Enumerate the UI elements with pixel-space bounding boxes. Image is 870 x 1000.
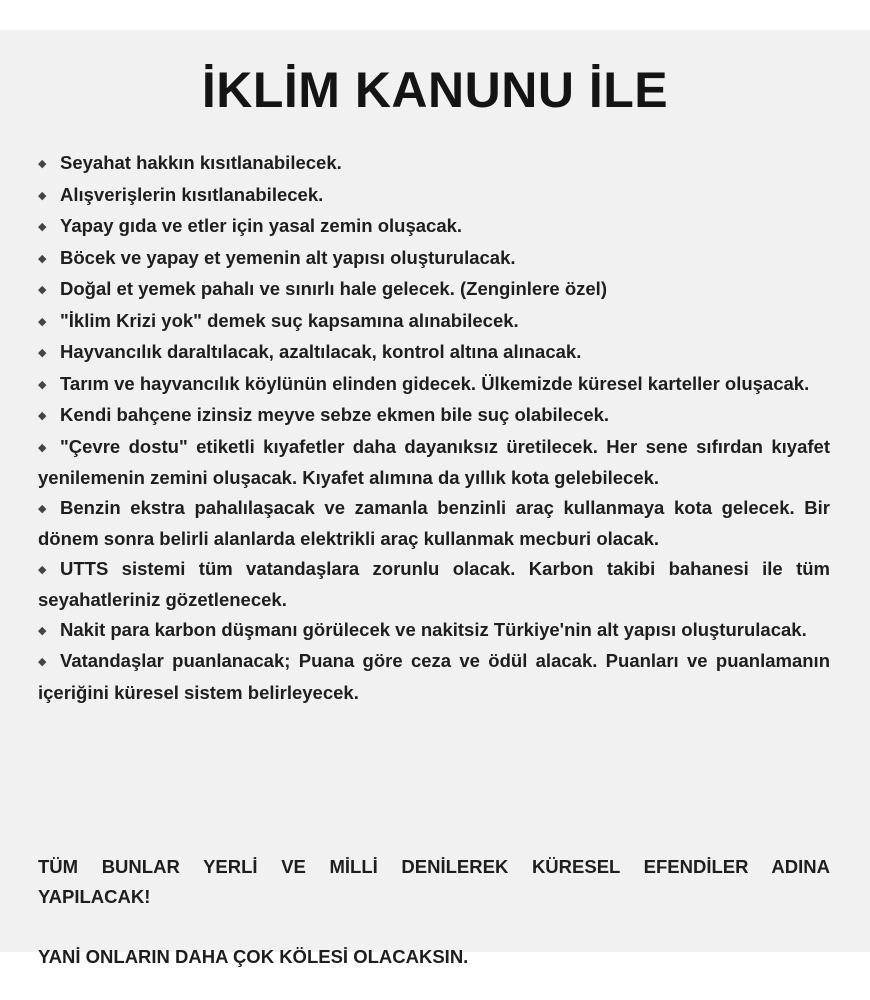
list-item [38, 646, 830, 707]
list-item [38, 369, 830, 401]
bullet-icon: ◆ [38, 378, 47, 391]
list-item [38, 274, 830, 306]
bullet-icon: ◆ [38, 284, 47, 296]
bullet-icon: ◆ [38, 221, 47, 233]
list-item-text: Seyahat hakkın kısıtlanabilecek. [60, 152, 342, 173]
bullet-icon: ◆ [38, 656, 47, 668]
list-item [38, 306, 830, 338]
bullet-icon: ◆ [38, 315, 47, 328]
list-item-text: Kendi bahçene izinsiz meyve sebze ekmen bile suç olabilecek. [60, 404, 610, 425]
list-item-text: Doğal et yemek pahalı ve sınırlı hale gelecek. (Zenginlere özel) [60, 278, 607, 299]
list-item [38, 554, 830, 615]
list-item-text: "Çevre dostu" etiketli kıyafetler daha dayanıksız üretilecek. Her sene sıfırdan kıyafet yenilemenin zemini oluşacak. Kıyafet alımına da yıllık kota gelebilecek. [38, 435, 830, 488]
bullet-icon: ◆ [38, 252, 47, 265]
bullet-icon: ◆ [38, 347, 47, 359]
page-title: İKLİM KANUNU İLE [201, 62, 669, 118]
bullet-icon: ◆ [38, 624, 47, 637]
list-item [38, 243, 830, 275]
list-item [38, 493, 830, 554]
list-item-text: Yapay gıda ve etler için yasal zemin oluşacak. [60, 215, 463, 236]
list-item-text: "İklim Krizi yok" demek suç kapsamına alınabilecek. [60, 309, 519, 331]
final-statement: YANİ ONLARIN DAHA ÇOK KÖLESİ OLACAKSIN. [38, 946, 469, 967]
bullet-icon: ◆ [38, 502, 47, 515]
list-item [38, 432, 830, 493]
document-page [0, 30, 870, 967]
bullet-icon: ◆ [38, 410, 47, 422]
list-item-text: Böcek ve yapay et yemenin alt yapısı oluşturulacak. [60, 246, 516, 268]
list-item-text: Nakit para karbon düşmanı görülecek ve nakitsiz Türkiye'nin alt yapısı oluşturulacak. [60, 618, 807, 640]
bullet-icon: ◆ [38, 441, 47, 454]
list-item-text: Alışverişlerin kısıtlanabilecek. [60, 183, 324, 205]
list-item-text: UTTS sistemi tüm vatandaşlara zorunlu olacak. Karbon takibi bahanesi ile tüm seyahatleriniz gözetlenecek. [38, 557, 830, 610]
list-item [38, 180, 830, 212]
list-item [38, 400, 830, 432]
bullet-icon: ◆ [38, 158, 47, 170]
claims-list [38, 148, 830, 707]
list-item-text: Vatandaşlar puanlanacak; Puana göre ceza ve ödül alacak. Puanları ve puanlamanın içeriğini küresel sistem belirleyecek. [38, 650, 830, 703]
bullet-icon: ◆ [38, 189, 47, 202]
bullet-icon: ◆ [38, 563, 47, 576]
list-item [38, 211, 830, 243]
closing-statement: TÜM BUNLAR YERLİ VE MİLLİ DENİLEREK KÜRESEL EFENDİLER ADINA YAPILACAK! [38, 856, 830, 907]
list-item [38, 148, 830, 180]
list-item-text: Tarım ve hayvancılık köylünün elinden gidecek. Ülkemizde küresel karteller oluşacak. [60, 372, 810, 394]
list-item [38, 615, 830, 647]
list-item-text: Benzin ekstra pahalılaşacak ve zamanla benzinli araç kullanmaya kota gelecek. Bir dönem sonra belirli alanlarda elektrikli araç kullanmak mecburi olacak. [38, 496, 830, 549]
list-item-text: Hayvancılık daraltılacak, azaltılacak, kontrol altına alınacak. [60, 341, 582, 362]
list-item [38, 337, 830, 369]
